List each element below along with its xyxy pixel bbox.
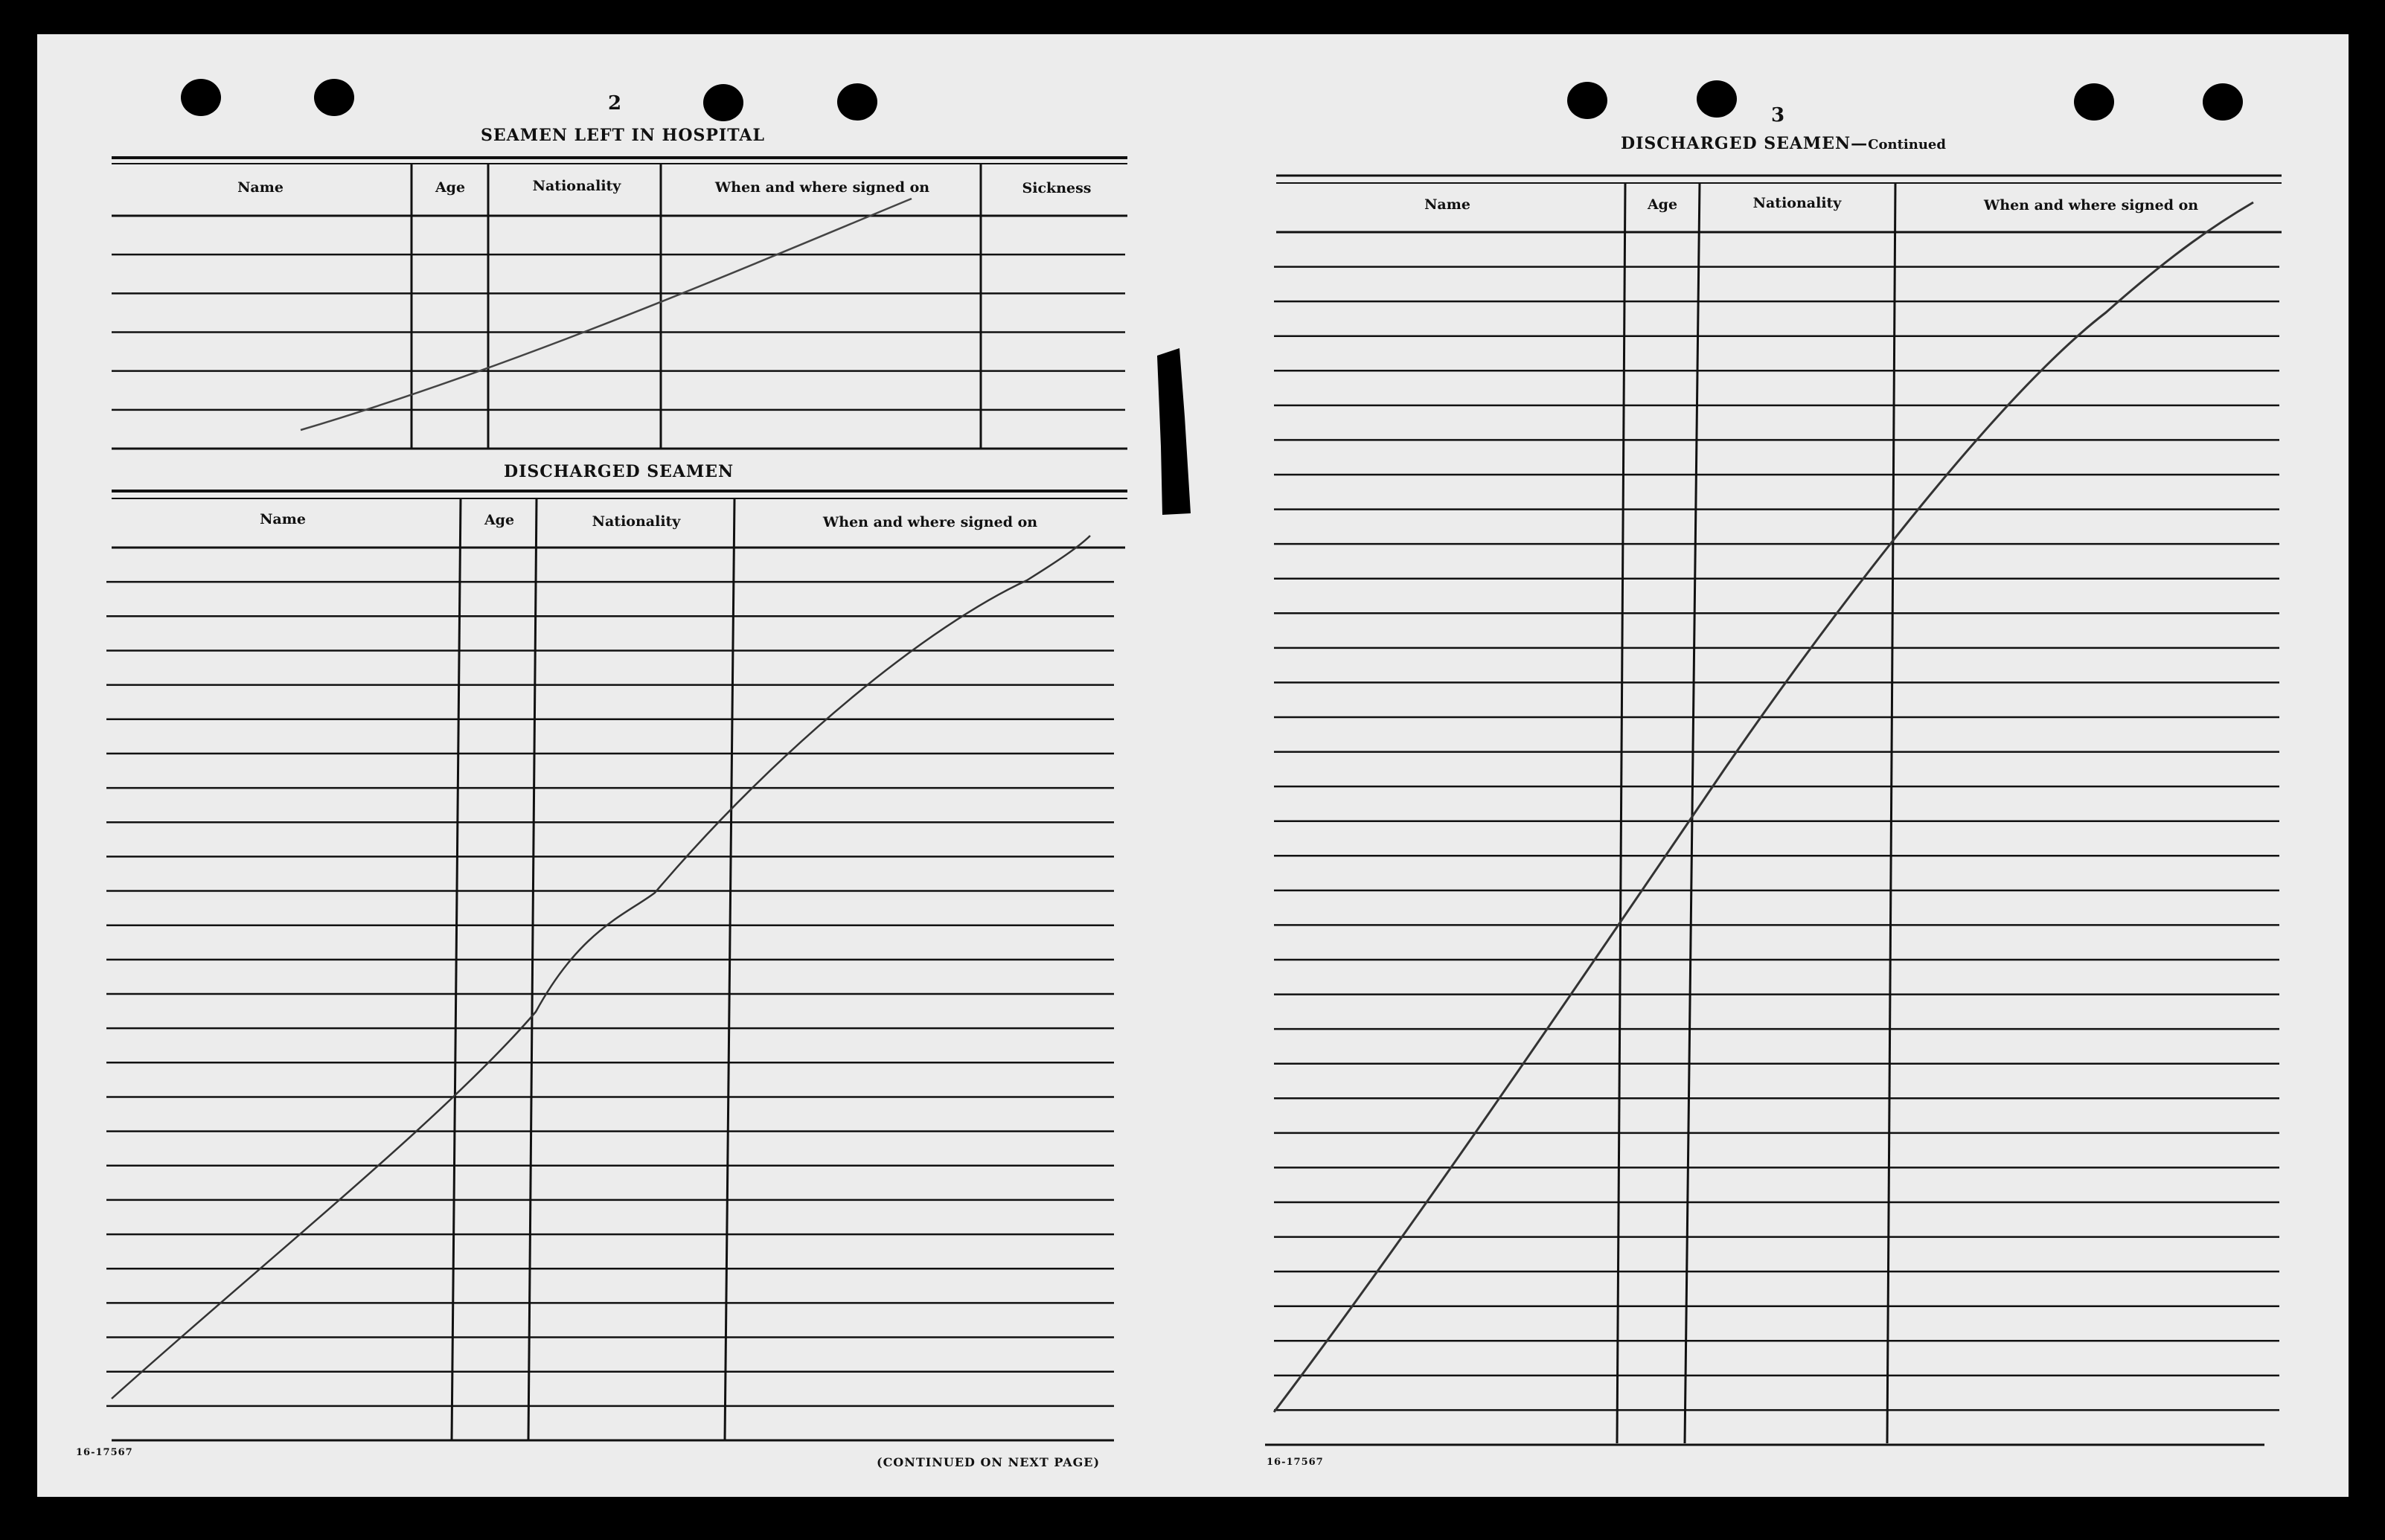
page-number: 3 [1771, 104, 1785, 126]
discharged-section-title: DISCHARGED SEAMEN [504, 462, 734, 481]
title-suffix: Continued [1868, 137, 1946, 153]
hospital-col-age: Age [435, 179, 466, 196]
discharged-col-name: Name [260, 511, 306, 527]
right-col-signed-on: When and where signed on [1983, 197, 2199, 214]
right-col-nationality: Nationality [1752, 195, 1842, 211]
right-col-age: Age [1647, 196, 1678, 213]
form-number: 16-17567 [1267, 1457, 1324, 1468]
title-main: DISCHARGED SEAMEN— [1621, 134, 1869, 153]
discharged-col-signed-on: When and where signed on [822, 514, 1038, 530]
hospital-col-sickness: Sickness [1022, 180, 1092, 196]
discharged-col-age: Age [484, 512, 515, 528]
discharged-continued-title [1621, 134, 1946, 153]
hospital-section-title: SEAMEN LEFT IN HOSPITAL [481, 126, 765, 145]
hospital-col-name: Name [237, 179, 284, 196]
continued-note: (CONTINUED ON NEXT PAGE) [877, 1455, 1101, 1469]
page-number: 2 [608, 92, 622, 115]
hospital-col-signed-on: When and where signed on [714, 179, 930, 196]
discharged-col-nationality: Nationality [592, 513, 681, 530]
form-number: 16-17567 [76, 1447, 133, 1458]
right-col-name: Name [1424, 196, 1470, 213]
hospital-col-nationality: Nationality [532, 178, 621, 194]
